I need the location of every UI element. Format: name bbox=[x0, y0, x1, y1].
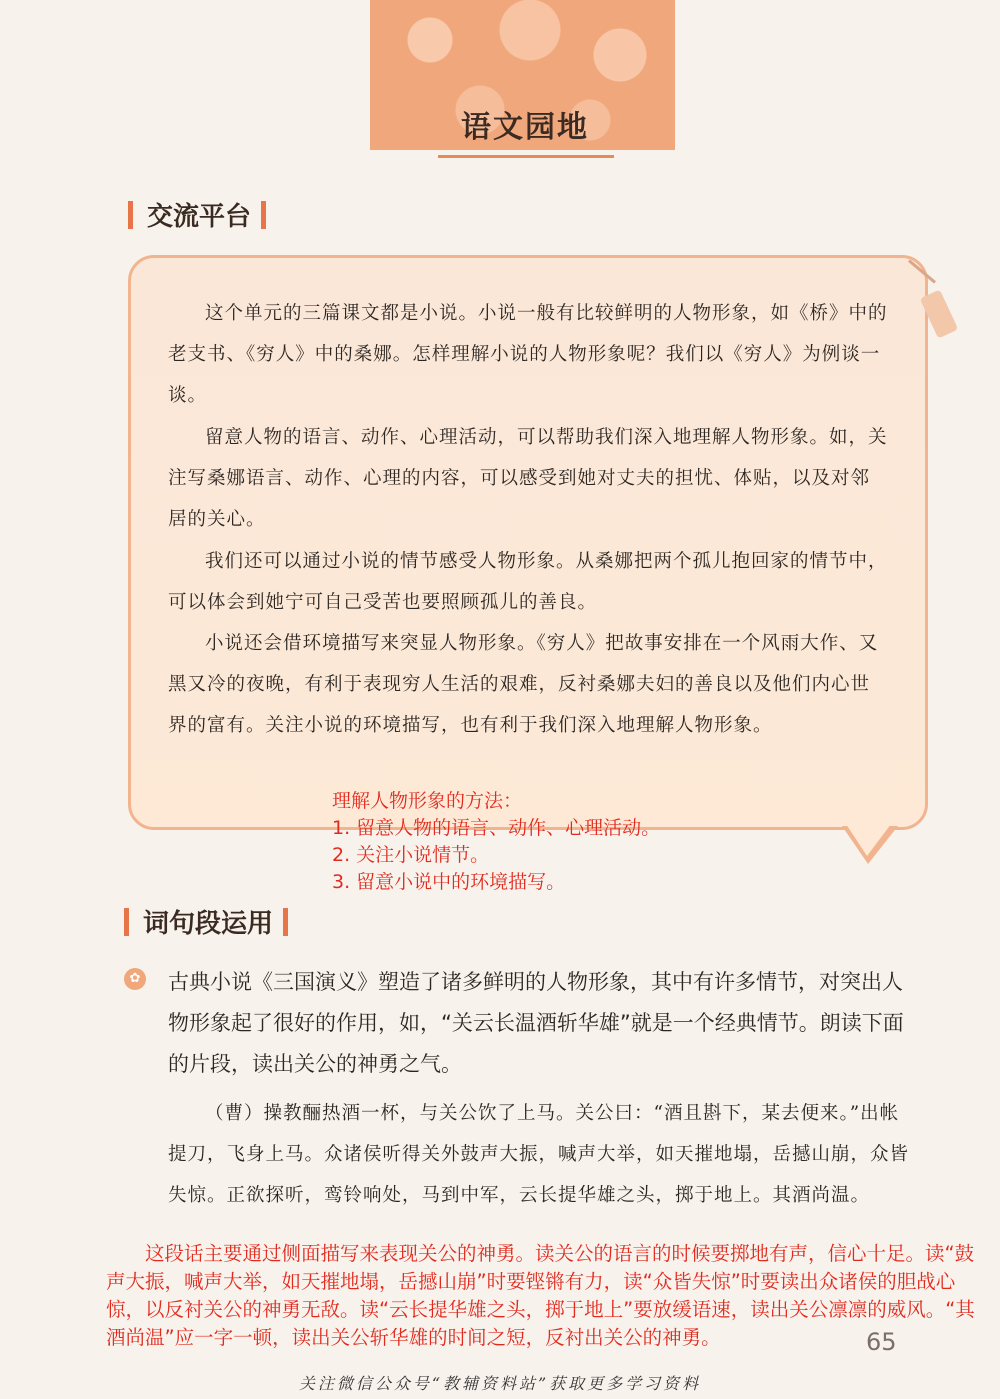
page-number: 65 bbox=[866, 1328, 897, 1356]
section-heading-text: 交流平台 bbox=[147, 202, 252, 232]
annotation-item: 3. 留意小说中的环境描写。 bbox=[332, 871, 566, 893]
annotation-title: 理解人物形象的方法： bbox=[332, 790, 523, 812]
paragraph: 小说还会借环境描写来突显人物形象。《穷人》把故事安排在一个风雨大作、又黑又冷的夜晚，有利于表现穷人生活的艰难，反衬桑娜夫妇的善良以及他们内心世界的富有。关注小说的环境描写，也有利于我们深入地理解人物形象。 bbox=[168, 633, 879, 736]
heading-bar-right bbox=[283, 908, 288, 936]
paragraph: 这个单元的三篇课文都是小说。小说一般有比较鲜明的人物形象，如《桥》中的老支书、《穷人》中的桑娜。怎样理解小说的人物形象呢？我们以《穷人》为例谈一谈。 bbox=[168, 303, 888, 406]
footer-watermark: 关注微信公众号“教辅资料站”获取更多学习资料 bbox=[298, 1374, 702, 1393]
exercise-intro: 古典小说《三国演义》塑造了诸多鲜明的人物形象，其中有许多情节，对突出人物形象起了很好的作用，如，“关云长温酒斩华雄”就是一个经典情节。朗读下面的片段，读出关公的神勇之气。 bbox=[168, 970, 904, 1076]
reading-annotation: 这段话主要通过侧面描写来表现关公的神勇。读关公的语言的时候要掷地有声，信心十足。读“鼓声大振，喊声大举，如天摧地塌，岳撼山崩”时要铿锵有力，读“众皆失惊”时要读出众诸侯的胆战心惊，以反衬关公的神勇无敌。读“云长提华雄之头，掷于地上”要放缓语速，读出关公凛凛的威风。“其酒尚温”应一字一顿，读出关公斩华雄的时间之短，反衬出关公的神勇。 bbox=[106, 1242, 975, 1349]
section-heading-usage bbox=[124, 903, 288, 940]
title-underline bbox=[438, 155, 614, 158]
excerpt-passage: （曹）操教酾热酒一杯，与关公饮了上马。关公曰：“酒且斟下，某去便来。”出帐提刀，飞身上马。众诸侯听得关外鼓声大振，喊声大举，如天摧地塌，岳撼山崩，众皆失惊。正欲探听，鸾铃响处，马到中军，云长提华雄之头，掷于地上。其酒尚温。 bbox=[168, 1103, 910, 1206]
speech-bubble-tail-fill bbox=[846, 824, 891, 856]
section-heading-exchange bbox=[128, 196, 266, 233]
heading-bar-left bbox=[128, 201, 133, 229]
page-title: 语文园地 bbox=[461, 110, 589, 145]
annotation-item: 2. 关注小说情节。 bbox=[332, 844, 490, 866]
section-heading-text: 词句段运用 bbox=[143, 909, 274, 939]
exercise-bullet-icon: ✿ bbox=[124, 968, 146, 990]
annotation-item: 1. 留意人物的语言、动作、心理活动。 bbox=[332, 817, 661, 839]
paragraph: 我们还可以通过小说的情节感受人物形象。从桑娜把两个孤儿抱回家的情节中，可以体会到她宁可自己受苦也要照顾孤儿的善良。 bbox=[168, 551, 888, 613]
paragraph: 留意人物的语言、动作、心理活动，可以帮助我们深入地理解人物形象。如，关注写桑娜语言、动作、心理的内容，可以感受到她对丈夫的担忧、体贴，以及对邻居的关心。 bbox=[168, 427, 888, 530]
heading-bar-left bbox=[124, 908, 129, 936]
heading-bar-right bbox=[261, 201, 266, 229]
